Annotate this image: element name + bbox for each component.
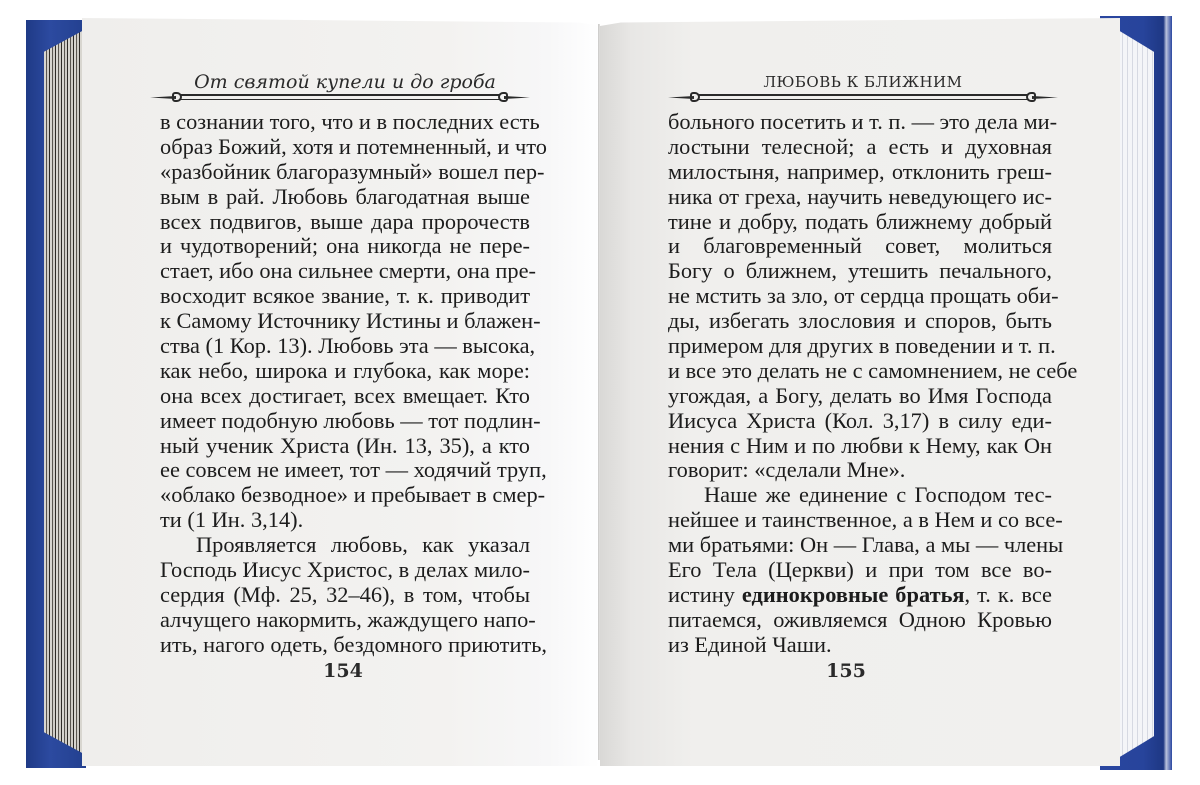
text-line: больного посетить и т. п. — это дела ми-	[668, 109, 1058, 134]
ornamental-rule-left	[150, 91, 530, 103]
text-line: ее совсем не имеет, тот — ходячий труп,	[160, 457, 547, 483]
pen-nib-icon	[504, 96, 530, 99]
text-line-paragraph-end: говорит: «сделали Мне».	[668, 457, 906, 483]
text-line: «разбойник благоразумный» вошел пер-	[160, 158, 545, 184]
text-line: и все это делать не с самомнением, не себе	[668, 357, 1078, 383]
text-line: Богу о ближнем, утешить печального,	[668, 258, 1052, 284]
text-line: нейшее и таинственное, а в Нем и со все-	[668, 507, 1063, 533]
text-line: ить, нагого одеть, бездомного приютить,	[160, 631, 548, 657]
pen-nib-icon	[1032, 96, 1058, 99]
right-running-head: ЛЮБОВЬ К БЛИЖНИМ	[763, 73, 963, 91]
text-line: угождая, а Богу, делать во Имя Господа	[668, 382, 1052, 408]
text-line: лостыни телесной; а есть и духовная	[668, 133, 1052, 159]
text-line-paragraph-start: Наше же единение с Господом тес-	[704, 482, 1052, 508]
text-line: сердия (Мф. 25, 32–46), в том, чтобы	[160, 581, 530, 607]
double-rule	[180, 94, 500, 100]
text-line: ства (1 Кор. 13). Любовь эта — высока,	[160, 333, 536, 359]
page-number-left: 154	[323, 660, 363, 682]
text-line: к Самому Источнику Истины и блажен-	[160, 308, 541, 334]
text-line: вым в рай. Любовь благодатная выше	[160, 183, 530, 209]
text-line: Иисуса Христа (Кол. 3,17) в силу еди-	[668, 407, 1052, 433]
text-line: и благовременный совет, молиться	[668, 233, 1052, 259]
text-line: восходит всякое звание, т. к. приводит	[160, 283, 530, 309]
text-line: в сознании того, что и в последних есть	[160, 109, 540, 134]
text-line: как небо, широка и глубока, как море:	[160, 357, 530, 383]
right-page-text	[668, 109, 1078, 658]
left-page-text	[160, 109, 548, 658]
ornamental-rule-right	[668, 91, 1058, 103]
text-line: имеет подобную любовь — тот подлин-	[160, 407, 541, 433]
text-line: стает, ибо она сильнее смерти, она пре-	[160, 258, 537, 284]
text-line-paragraph-end: ти (1 Ин. 3,14).	[160, 507, 304, 533]
page-number-right: 155	[826, 660, 866, 682]
double-rule	[698, 94, 1028, 100]
text-line: всех подвигов, выше дара пророчеств	[160, 208, 530, 234]
text-run: , т. к. все	[964, 581, 1052, 607]
text-line: «облако безводное» и пребывает в смер-	[160, 482, 546, 508]
text-line: тине и добру, подать ближнему добрый	[668, 208, 1052, 234]
text-line: не мстить за зло, от сердца прощать оби-	[668, 283, 1059, 309]
book-gutter	[598, 24, 600, 760]
page-stack-right	[1118, 30, 1154, 758]
text-line: Его Тела (Церкви) и при том все во-	[668, 557, 1052, 583]
text-line: нения с Ним и по любви к Нему, как Он	[668, 432, 1052, 458]
text-line: алчущего накормить, жаждущего напо-	[160, 606, 536, 632]
text-line: ный ученик Христа (Ин. 13, 35), а кто	[160, 432, 530, 458]
text-line: примером для других в поведении и т. п.	[668, 333, 1056, 359]
text-line: питаемся, оживляемся Одною Кровью	[668, 606, 1052, 632]
text-line-paragraph-end: из Единой Чаши.	[668, 631, 832, 657]
left-running-head: От святой купели и до гроба	[194, 71, 496, 93]
text-line: ника от греха, научить неведующего ис-	[668, 183, 1052, 209]
text-run: истину	[668, 581, 742, 607]
text-line: ми братьями: Он — Глава, а мы — члены	[668, 532, 1064, 558]
text-line-with-bold	[668, 583, 1052, 608]
text-line-paragraph-start: Проявляется любовь, как указал	[196, 532, 530, 558]
text-line: милостыня, например, отклонить греш-	[668, 158, 1052, 184]
text-line: она всех достигает, всех вмещает. Кто	[160, 382, 530, 408]
text-line: и чудотворений; она никогда не пере-	[160, 233, 530, 259]
text-line: ды, избегать злословия и споров, быть	[668, 308, 1052, 334]
text-line: образ Божий, хотя и потемненный, и что	[160, 133, 547, 159]
page-stack-left	[44, 30, 84, 754]
text-line: Господь Иисус Христос, в делах мило-	[160, 557, 530, 583]
bold-emphasis: единокровные братья	[741, 581, 965, 607]
